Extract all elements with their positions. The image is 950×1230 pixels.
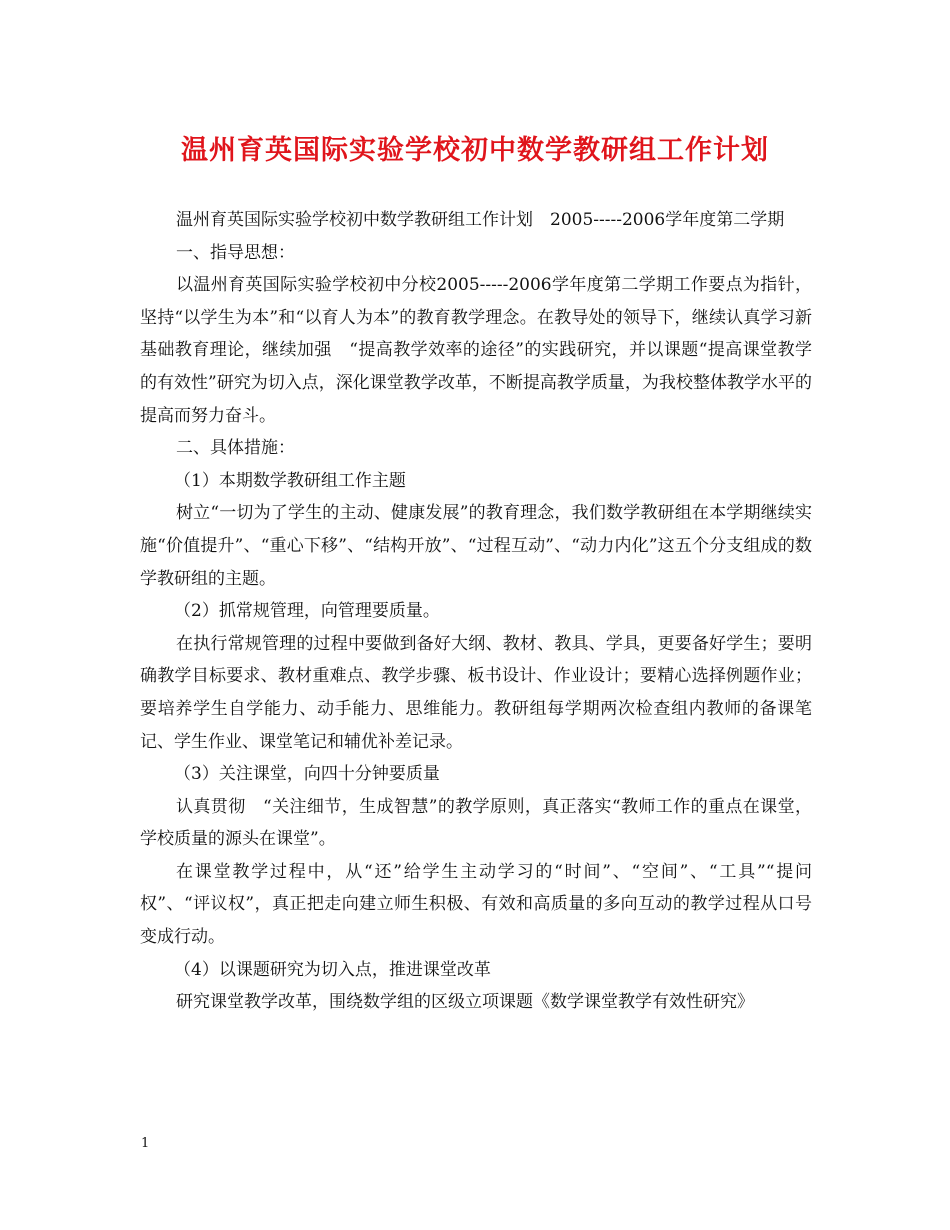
document-title: 温州育英国际实验学校初中数学教研组工作计划 [181,135,769,166]
paragraph-2: 在执行常规管理的过程中要做到备好大纲、教材、教具、学具，更要备好学生；要明确教学目标要求、教材重难点、教学步骤、板书设计、作业设计；要精心选择例题作业；要培养学生自学能力、动手能力、思维能力。教研组每学期两次检查组内教师的备课笔记、学生作业、课堂笔记和辅优补差记录。 [140,633,812,752]
paragraph-3b: 在课堂教学过程中，从“还”给学生主动学习的“时间”、“空间”、“工具”“提问权”、“评议权”，真正把走向建立师生积极、有效和高质量的多向互动的教学过程从口号变成行动。 [140,861,812,948]
page-number: 1 [141,1136,150,1151]
paragraph-intro: 温州育英国际实验学校初中数学教研组工作计划 2005-----2006学年度第二学期 [176,210,785,230]
paragraph-1: 树立“一切为了学生的主动、健康发展”的教育理念，我们数学教研组在本学期继续实施“价值提升”、“重心下移”、“结构开放”、“过程互动”、“动力内化”这五个分支组成的数学教研组的主题。 [140,503,812,589]
paragraph-4: 研究课堂教学改革，围绕数学组的区级立项课题《数学课堂教学有效性研究》 [176,992,754,1013]
paragraph-guiding-ideology: 以温州育英国际实验学校初中分校2005-----2006学年度第二学期工作要点为指针，坚持“以学生为本”和“以育人为本”的教育教学理念。在教导处的领导下，继续认真学习新基础教育理论，继续加强 “提高教学效率的途径”的实践研究，并以课题“提高课堂教学的有效性”研究为切入点，深化课堂教学改革，不断提高教学质量，为我校整体教学水平的提高而努力奋斗。 [140,275,812,426]
document-body [140,204,812,1019]
subheading-2: （2）抓常规管理，向管理要质量。 [174,601,440,622]
heading-guiding-ideology: 一、指导思想： [176,242,295,263]
subheading-3: （3）关注课堂，向四十分钟要质量 [174,764,440,785]
heading-specific-measures: 二、具体措施： [176,438,295,459]
paragraph-3a: 认真贯彻 “关注细节，生成智慧”的教学原则，真正落实“教师工作的重点在课堂，学校质量的源头在课堂”。 [140,796,812,850]
subheading-1: （1）本期数学教研组工作主题 [174,470,406,491]
subheading-4: （4）以课题研究为切入点，推进课堂改革 [174,959,491,980]
